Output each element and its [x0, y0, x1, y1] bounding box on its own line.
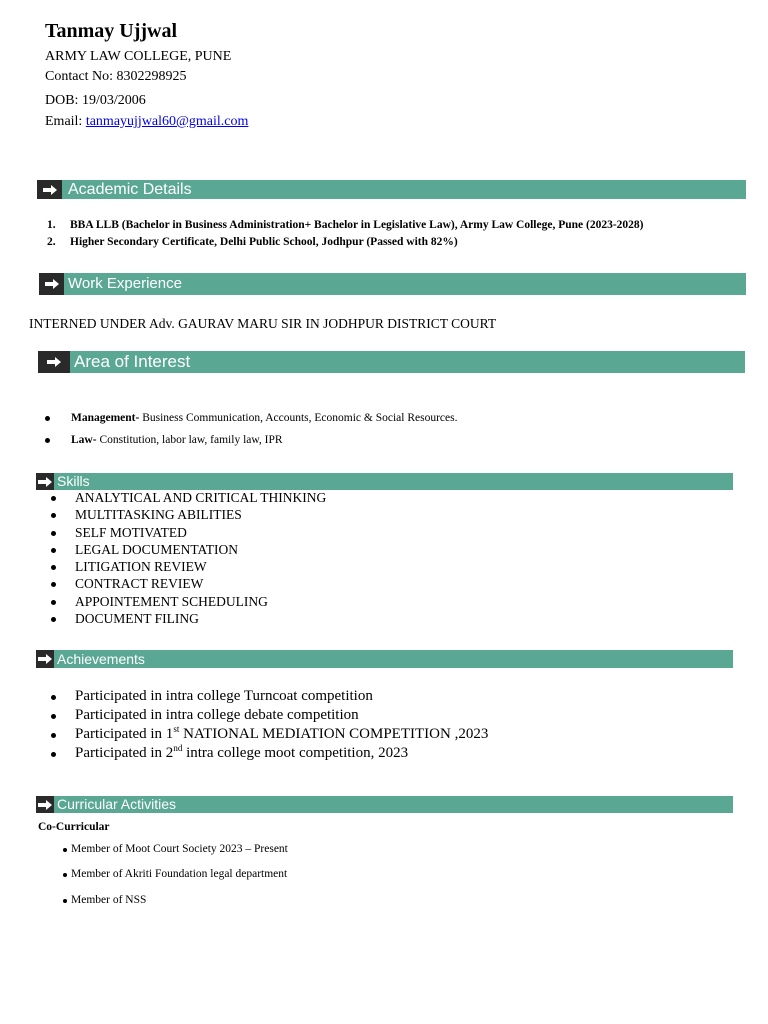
skill-item: MULTITASKING ABILITIES	[75, 507, 242, 522]
arrow-icon	[36, 473, 54, 490]
bullet-icon	[51, 565, 56, 570]
skill-item: APPOINTEMENT SCHEDULING	[75, 594, 268, 609]
skill-item: LEGAL DOCUMENTATION	[75, 542, 239, 557]
bullet-icon	[51, 531, 56, 536]
section-bar-skills	[36, 473, 733, 490]
curricular-item: Member of Akriti Foundation legal department	[71, 868, 288, 880]
curricular-item: Member of Moot Court Society 2023 – Present	[71, 843, 288, 855]
bullet-icon	[51, 582, 56, 587]
section-title-work: Work Experience	[68, 275, 182, 292]
email-line	[45, 114, 248, 130]
email-link[interactable]: tanmayujjwal60@gmail.com	[85, 114, 249, 129]
work-experience-text: INTERNED UNDER Adv. GAURAV MARU SIR IN JODHPUR DISTRICT COURT	[29, 316, 497, 331]
bullet-icon	[45, 438, 50, 443]
bullet-icon	[63, 899, 67, 903]
date-of-birth: DOB: 19/03/2006	[45, 93, 146, 108]
achievement-item: Participated in intra college Turncoat competition	[75, 688, 373, 704]
bullet-icon	[51, 617, 56, 622]
arrow-icon	[36, 650, 54, 668]
skill-item: ANALYTICAL AND CRITICAL THINKING	[75, 490, 327, 505]
bullet-icon	[63, 848, 67, 852]
bullet-icon	[51, 600, 56, 605]
arrow-icon	[39, 273, 64, 295]
section-title-achievements: Achievements	[57, 651, 145, 667]
skill-item: CONTRACT REVIEW	[75, 576, 204, 591]
interest-item-management: Management- Business Communication, Accounts, Economic & Social Resources.	[71, 412, 458, 424]
skill-item: SELF MOTIVATED	[75, 525, 187, 540]
section-title-academic: Academic Details	[68, 181, 192, 198]
college-name: ARMY LAW COLLEGE, PUNE	[45, 49, 232, 64]
co-curricular-heading: Co-Curricular	[38, 821, 110, 833]
contact-number: Contact No: 8302298925	[45, 69, 187, 84]
arrow-icon	[38, 351, 70, 373]
bullet-icon	[51, 752, 56, 757]
bullet-icon	[51, 548, 56, 553]
curricular-item: Member of NSS	[71, 894, 147, 906]
arrow-icon	[36, 796, 54, 813]
bullet-icon	[45, 416, 50, 421]
skill-item: DOCUMENT FILING	[75, 611, 199, 626]
bullet-icon	[63, 873, 67, 877]
skill-item: LITIGATION REVIEW	[75, 559, 207, 574]
bullet-icon	[51, 513, 56, 518]
achievement-item: Participated in 1st NATIONAL MEDIATION COMPETITION ,2023	[75, 724, 489, 742]
bullet-icon	[51, 714, 56, 719]
bullet-icon	[51, 496, 56, 501]
bullet-icon	[51, 733, 56, 738]
achievement-item: Participated in 2nd intra college moot competition, 2023	[75, 743, 409, 761]
bullet-icon	[51, 695, 56, 700]
achievement-item: Participated in intra college debate competition	[75, 707, 359, 723]
section-title-curricular: Curricular Activities	[57, 796, 177, 812]
arrow-icon	[37, 180, 62, 199]
interest-item-law: Law- Constitution, labor law, family law, IPR	[71, 434, 283, 446]
section-title-interest: Area of Interest	[74, 352, 191, 371]
candidate-name: Tanmay Ujjwal	[45, 20, 178, 42]
section-title-skills: Skills	[57, 473, 90, 489]
email-label: Email:	[45, 114, 86, 129]
